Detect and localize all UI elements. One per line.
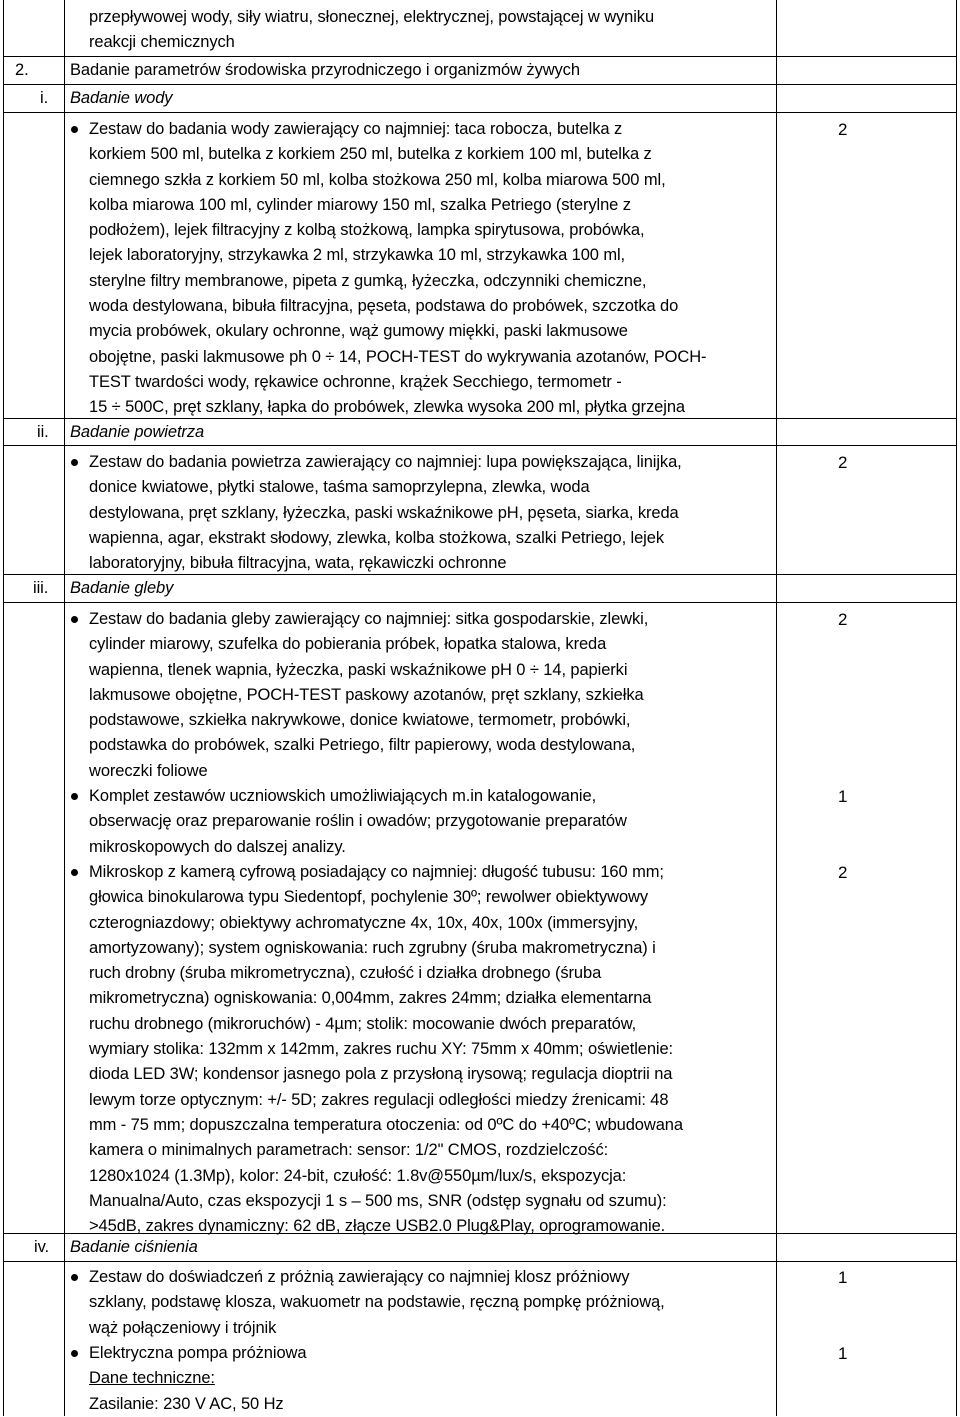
- row-divider: [3, 112, 957, 113]
- item-description: [89, 1341, 306, 1417]
- bullet-icon: [71, 616, 78, 623]
- section-number: 2.: [15, 61, 29, 79]
- text-line: Zestaw do badania wody zawierający co najmniej: taca robocza, butelka z: [89, 120, 623, 138]
- table-quantity-divider: [776, 0, 777, 1416]
- text-line: kolba miarowa 100 ml, cylinder miarowy 150 ml, szalka Petriego (sterylne z: [89, 195, 631, 214]
- text-line: ruchu drobnego (mikroruchów) - 4µm; stolik: mocowanie dwóch preparatów,: [89, 1014, 637, 1033]
- text-line: woda destylowana, bibuła filtracyjna, pęseta, podstawa do probówek, szczotka do: [89, 297, 679, 316]
- text-line: Zestaw do badania gleby zawierający co najmniej: sitka gospodarskie, zlewki,: [89, 610, 649, 628]
- text-line: dioda LED 3W; kondensor jasnego pola z przysłoną irysową; regulacja dioptrii na: [89, 1065, 673, 1084]
- text-line: wąż połączeniowy i trójnik: [89, 1318, 277, 1337]
- text-line: szklany, podstawę klosza, wakuometr na podstawie, ręczną pompkę próżniową,: [89, 1293, 665, 1312]
- text-line: mm - 75 mm; dopuszczalna temperatura otoczenia: od 0ºC do +40ºC; wbudowana: [89, 1115, 683, 1134]
- subsection-title: Badanie wody: [70, 89, 173, 107]
- text-line: wapienna, tlenek wapnia, łyżeczka, paski wskaźnikowe pH 0 ÷ 14, papierki: [89, 660, 628, 679]
- bullet-icon: [71, 793, 78, 800]
- item-quantity: 2: [838, 120, 848, 139]
- table-column-divider: [64, 0, 65, 1416]
- bullet-icon: [71, 869, 78, 876]
- subsection-title: Badanie gleby: [70, 579, 174, 597]
- text-line: wymiary stolika: 132mm x 142mm, zakres ruchu XY: 75mm x 40mm; oświetlenie:: [89, 1040, 674, 1059]
- subsection-numeral: ii.: [37, 423, 49, 441]
- text-line: mikroskopowych do dalszej analizy.: [89, 837, 346, 856]
- text-line: wapienna, agar, ekstrakt słodowy, zlewka, kolba stożkowa, szalki Petriego, lejek: [89, 528, 664, 547]
- text-line: laboratoryjny, bibuła filtracyjna, wata, rękawiczki ochronne: [89, 554, 507, 573]
- text-line: Zestaw do badania powietrza zawierający co najmniej: lupa powiększająca, linijka,: [89, 453, 682, 471]
- text-line: Elektryczna pompa próżniowa: [89, 1344, 307, 1362]
- item-description: [89, 860, 683, 1239]
- text-line: lakmusowe obojętne, POCH-TEST paskowy azotanów, pręt szklany, szkiełka: [89, 685, 644, 704]
- row-divider: [3, 1261, 957, 1262]
- text-line: lewym torze optycznym: +/- 5D; zakres regulacji odległości miedzy źrenicami: 48: [89, 1090, 669, 1109]
- text-line: kamera o minimalnych parametrach: sensor: 1/2" CMOS, rozdzielczość:: [89, 1141, 609, 1160]
- text-line: 1280x1024 (1.3Mp), kolor: 24-bit, czułość: 1.8v@550µm/lux/s, ekspozycja:: [89, 1166, 627, 1185]
- row-divider: [3, 56, 957, 57]
- item-quantity: 1: [838, 1268, 848, 1287]
- item-quantity: 2: [838, 453, 848, 472]
- text-line: podłożem), lejek filtracyjny z kolbą stożkową, lampka spirytusowa, probówka,: [89, 221, 645, 240]
- text-line: Mikroskop z kamerą cyfrową posiadający co najmniej: długość tubusu: 160 mm;: [89, 863, 664, 881]
- text-line: Zestaw do doświadczeń z próżnią zawierający co najmniej klosz próżniowy: [89, 1268, 630, 1286]
- item-quantity: 2: [838, 863, 848, 882]
- text-line: ruch drobny (śruba mikrometryczna), czułość i działka drobnego (śruba: [89, 964, 602, 983]
- item-description: [89, 450, 682, 576]
- row-divider: [3, 602, 957, 603]
- bullet-icon: [71, 1274, 78, 1281]
- table-left-border: [3, 0, 4, 1416]
- text-line: Zasilanie: 230 V AC, 50 Hz: [89, 1394, 284, 1413]
- text-line: korkiem 500 ml, butelka z korkiem 250 ml, butelka z korkiem 100 ml, butelka z: [89, 145, 652, 164]
- text-line: mikrometryczna) ogniskowania: 0,004mm, zakres 24mm; działka elementarna: [89, 989, 652, 1008]
- row-divider: [3, 84, 957, 85]
- text-line: ciemnego szkła z korkiem 50 ml, kolba stożkowa 250 ml, kolba miarowa 500 ml,: [89, 170, 666, 189]
- item-description: [89, 607, 648, 784]
- item-description: [89, 784, 627, 860]
- text-line: TEST twardości wody, rękawice ochronne, krążek Secchiego, termometr -: [89, 372, 622, 391]
- text-line: mycia probówek, okulary ochronne, wąż gumowy miękki, paski lakmusowe: [89, 322, 628, 341]
- text-line: lejek laboratoryjny, strzykawka 2 ml, strzykawka 10 ml, strzykawka 100 ml,: [89, 246, 626, 265]
- bullet-icon: [71, 1350, 78, 1357]
- text-line: 15 ÷ 500C, pręt szklany, łapka do probówek, zlewka wysoka 200 ml, płytka grzejna: [89, 398, 685, 417]
- item-quantity: 1: [838, 1344, 848, 1363]
- tech-heading: Dane techniczne:: [89, 1369, 215, 1388]
- text-line: cylinder miarowy, szufelka do pobierania próbek, łopatka stalowa, kreda: [89, 635, 607, 654]
- text-line: Manualna/Auto, czas ekspozycji 1 s – 500 ms, SNR (odstęp sygnału od szumu):: [89, 1191, 667, 1210]
- item-description: [89, 1265, 665, 1341]
- subsection-title: Badanie powietrza: [70, 423, 205, 441]
- text-line: podstawowe, szkiełka nakrywkowe, donice kwiatowe, termometr, probówki,: [89, 711, 631, 730]
- text-line: Komplet zestawów uczniowskich umożliwiających m.in katalogowanie,: [89, 787, 597, 805]
- text-line: >45dB, zakres dynamiczny: 62 dB, złącze USB2.0 Plug&Play, oprogramowanie.: [89, 1217, 666, 1236]
- bullet-icon: [71, 459, 78, 466]
- item-quantity: 1: [838, 787, 848, 806]
- text-line: destylowana, pręt szklany, łyżeczka, paski wskaźnikowe pH, pęseta, siarka, kreda: [89, 503, 679, 522]
- text-line: przepływowej wody, siły wiatru, słonecznej, elektrycznej, powstającej w wyniku: [89, 8, 655, 26]
- item-quantity: 2: [838, 610, 848, 629]
- bullet-icon: [71, 126, 78, 133]
- text-line: czterogniazdowy; obiektywy achromatyczne 4x, 10x, 40x, 100x (immersyjny,: [89, 913, 639, 932]
- subsection-numeral: i.: [40, 89, 49, 107]
- text-line: głowica binokularowa typu Siedentopf, pochylenie 30º; rewolwer obiektywowy: [89, 888, 649, 907]
- text-line: donice kwiatowe, płytki stalowe, taśma samoprzylepna, zlewka, woda: [89, 478, 590, 497]
- text-line: obojętne, paski lakmusowe ph 0 ÷ 14, POCH-TEST do wykrywania azotanów, POCH-: [89, 347, 707, 366]
- text-line: sterylne filtry membranowe, pipeta z gumką, łyżeczka, odczynniki chemiczne,: [89, 271, 647, 290]
- section-title: Badanie parametrów środowiska przyrodniczego i organizmów żywych: [70, 61, 580, 79]
- text-line: reakcji chemicznych: [89, 33, 235, 52]
- text-line: amortyzowany); system ogniskowania: ruch zgrubny (śruba makrometryczna) i: [89, 938, 656, 957]
- text-line: obserwację oraz preparowanie roślin i owadów; przygotowanie preparatów: [89, 812, 627, 831]
- subsection-title: Badanie ciśnienia: [70, 1238, 198, 1256]
- subsection-numeral: iv.: [34, 1238, 49, 1256]
- item-description: [89, 117, 706, 421]
- text-line: podstawka do probówek, szalki Petriego, filtr papierowy, woda destylowana,: [89, 736, 636, 755]
- subsection-numeral: iii.: [33, 579, 49, 597]
- text-line: woreczki foliowe: [89, 761, 208, 780]
- continuation-text: [89, 5, 654, 56]
- table-right-border: [956, 0, 957, 1416]
